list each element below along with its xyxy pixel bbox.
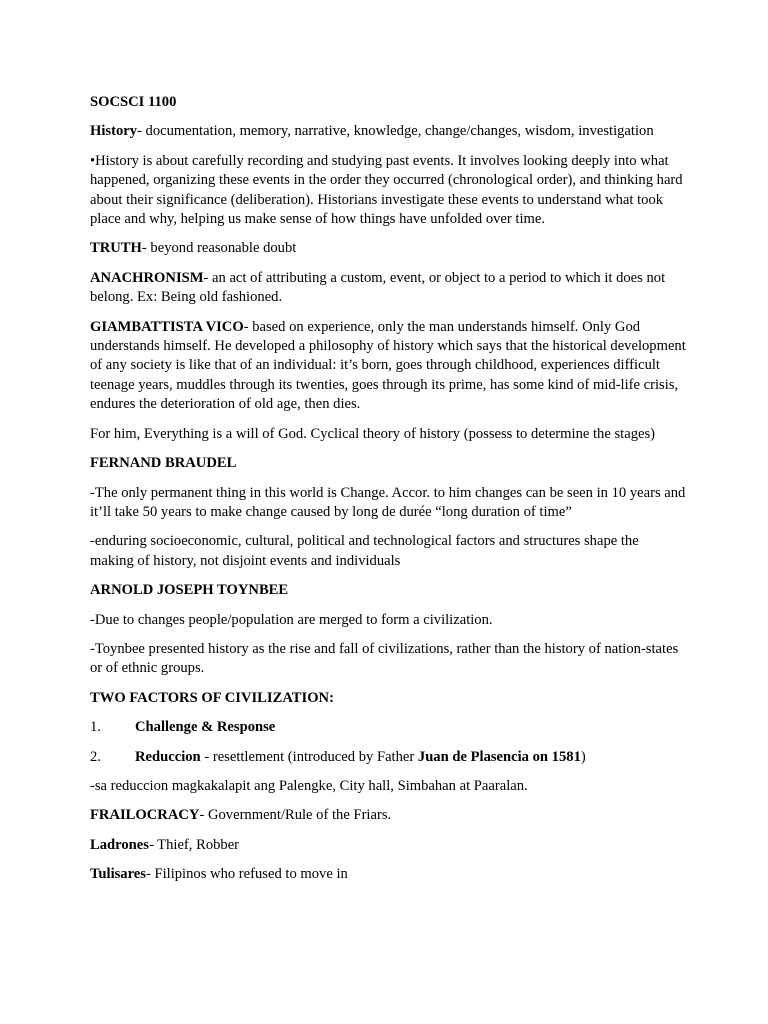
definition: - based on experience, only the man understands himself. Only God understands himself. He developed a philosophy of history which says that the historical development of any society is like that of an individual: it’s born, goes through childhood, experiences difficult teenage years, muddles through its twenties, goes through its prime, has some kind of mid-life crisis, endures the deterioration of old age, then dies. — [90, 318, 686, 413]
definition: - Government/Rule of the Friars. — [199, 807, 392, 824]
vico-definition — [90, 318, 686, 415]
definition: - an act of attributing a custom, event, or object to a period to which it does not belong. Ex: Being old fashioned. — [90, 269, 666, 306]
list-text: Challenge & Response — [135, 719, 276, 736]
definition: - Thief, Robber — [148, 836, 240, 853]
definition: - Filipinos who refused to move in — [145, 866, 348, 883]
history-definition — [90, 122, 686, 141]
term: Tulisares — [90, 866, 146, 883]
anachronism-definition — [90, 269, 686, 308]
list-item — [90, 748, 686, 767]
document-body — [90, 93, 686, 895]
factors-note: -sa reduccion magkakalapit ang Palengke, City hall, Simbahan at Paaralan. — [90, 777, 528, 794]
list-number: 1. — [90, 719, 101, 736]
definition: - documentation, memory, narrative, knowledge, change/changes, wisdom, investigation — [137, 123, 654, 140]
term: Ladrones — [90, 836, 149, 853]
list-text: Reduccion - resettlement (introduced by Father Juan de Plasencia on 1581) — [135, 748, 586, 765]
braudel-heading: FERNAND BRAUDEL — [90, 455, 237, 472]
ladrones-definition — [90, 836, 686, 855]
toynbee-point: -Toynbee presented history as the rise and fall of civilizations, rather than the history of nation-states or of ethnic groups. — [90, 640, 679, 677]
toynbee-point: -Due to changes people/population are merged to form a civilization. — [90, 611, 493, 628]
term: TRUTH — [90, 240, 142, 257]
toynbee-heading: ARNOLD JOSEPH TOYNBEE — [90, 582, 289, 599]
truth-definition — [90, 239, 686, 258]
braudel-point: -The only permanent thing in this world is Change. Accor. to him changes can be seen in 10 years and it’ll take 50 years to make change caused by long de durée “long duration of time” — [90, 484, 686, 520]
vico-note: For him, Everything is a will of God. Cyclical theory of history (possess to determine the stages) — [90, 425, 656, 442]
list-number: 2. — [90, 748, 101, 765]
history-paragraph: •History is about carefully recording and studying past events. It involves looking deeply into what happened, organizing these events in the order they occurred (chronological order), and thinking hard about their significance (deliberation). Historians investigate these events to understand what took place and why, helping us make sense of how things have unfolded over time. — [90, 152, 683, 228]
definition: - beyond reasonable doubt — [141, 240, 297, 257]
tulisares-definition — [90, 865, 686, 884]
factors-heading: TWO FACTORS OF CIVILIZATION: — [90, 689, 334, 706]
list-item — [90, 718, 686, 737]
course-title: SOCSCI 1100 — [90, 94, 177, 110]
term: FRAILOCRACY — [90, 807, 200, 824]
braudel-point: -enduring socioeconomic, cultural, political and technological factors and structures shape the making of history, not disjoint events and individuals — [90, 533, 639, 569]
term: History — [90, 123, 138, 140]
term: ANACHRONISM — [90, 269, 204, 286]
term: GIAMBATTISTA VICO — [90, 318, 244, 335]
frailocracy-definition — [90, 806, 686, 825]
